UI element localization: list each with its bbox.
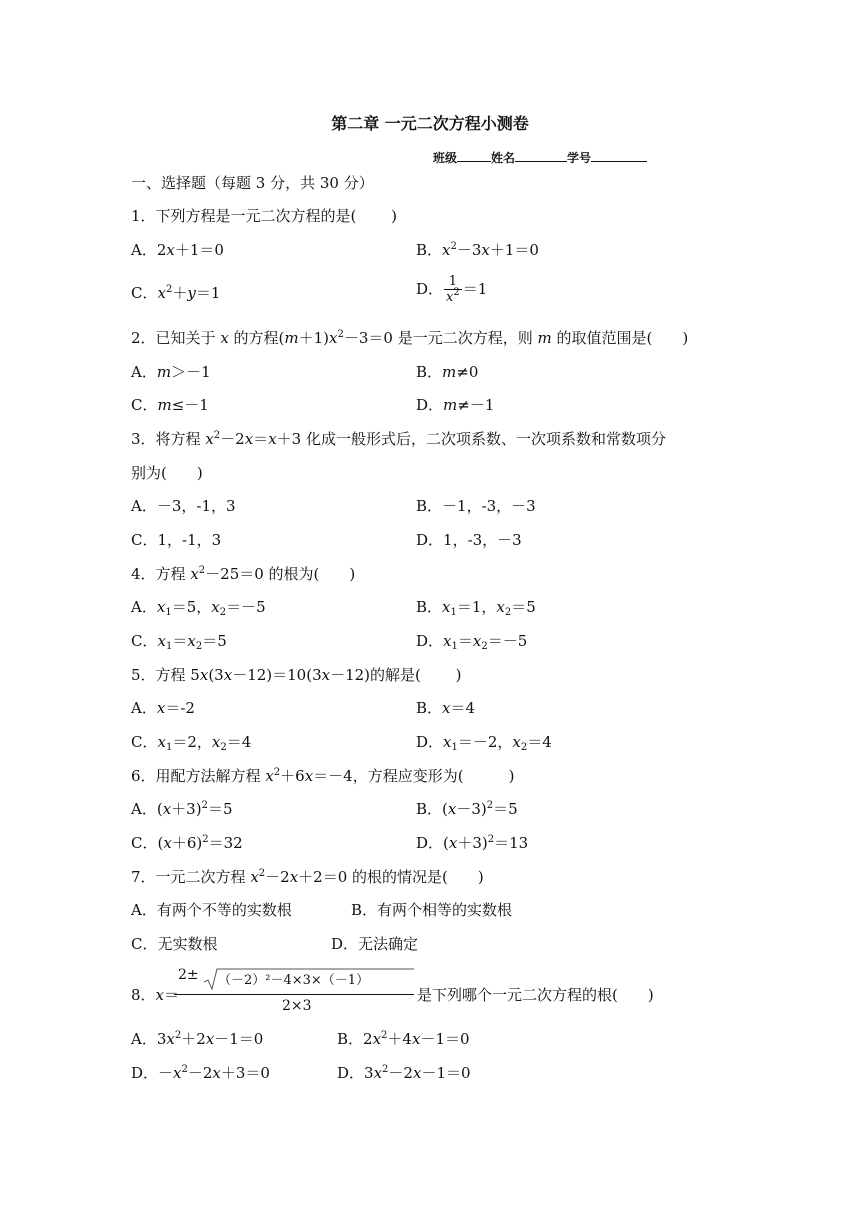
q1-option-b: B．$x^2-3x+1=0$ <box>416 241 539 259</box>
q8-numerator-lead: 2± <box>178 967 199 983</box>
q3-option-d: D．1，-3，－3 <box>416 531 522 549</box>
name-label: 姓名 <box>491 151 516 165</box>
student-info-line <box>433 149 647 166</box>
q2-option-b: B．m≠0 <box>416 363 479 381</box>
q5-option-b: B．x＝4 <box>416 699 476 717</box>
section-heading: 一、选择题（每题 3 分，共 30 分） <box>131 174 374 192</box>
question-8-prefix: 8．x＝ <box>131 986 180 1004</box>
q3-option-b: B．－1，-3，－3 <box>416 497 536 515</box>
q3-option-c: C．1，-1，3 <box>131 531 222 549</box>
question-7-stem: 7．一元二次方程 $x^2-2x+2=0$ 的根的情况是( ) <box>131 868 484 886</box>
q2-option-d: D．m≠－1 <box>416 396 495 414</box>
q5-option-c: C．$x_1=2$，$x_2=4$ <box>131 733 252 753</box>
class-label: 班级 <box>433 151 458 165</box>
question-6-stem: 6．用配方法解方程 $x^2+6x=-4$，方程应变形为( ) <box>131 767 515 785</box>
q6-option-d: D．$(x+3)^2=13$ <box>416 834 529 852</box>
question-4-stem: 4．方程 $x^2-25=0$ 的根为( ) <box>131 565 356 583</box>
q1-option-a: A．2x＋1＝0 <box>131 241 224 259</box>
q7-option-d: D．无法确定 <box>331 935 419 953</box>
q3-option-a: A．－3，-1，3 <box>131 497 236 515</box>
q5-option-d: D．$x_1=-2$，$x_2=4$ <box>416 733 552 753</box>
q4-option-a: A．$x_1=5$，$x_2=-5$ <box>131 598 266 618</box>
q6-option-b: B．$(x-3)^2=5$ <box>416 800 518 818</box>
question-8-suffix: 是下列哪个一元二次方程的根( ) <box>417 986 654 1004</box>
q4-option-c: C．$x_1=x_2=5$ <box>131 632 227 652</box>
q8-option-d: D．$3x^2-2x-1=0$ <box>337 1064 471 1082</box>
q4-option-b: B．$x_1=1$，$x_2=5$ <box>416 598 536 618</box>
question-5-stem: 5．方程 5x(3x－12)＝10(3x－12)的解是( ) <box>131 666 462 684</box>
question-2-stem: 2．已知关于 x 的方程$(m+1)x^2-3=0$ 是一元二次方程，则 m 的取值范围是( ) <box>131 329 689 347</box>
id-label: 学号 <box>567 151 592 165</box>
q8-option-c: D．$-x^2-2x+3=0$ <box>131 1064 270 1082</box>
q5-option-a: A．x＝-2 <box>131 699 195 717</box>
q2-option-a: A．m＞－1 <box>131 363 211 381</box>
q8-option-b: B．$2x^2+4x-1=0$ <box>337 1030 470 1048</box>
q1-option-c: C．$x^2+y=1$ <box>131 284 221 302</box>
q8-option-a: A．$3x^2+2x-1=0$ <box>131 1030 264 1048</box>
q2-option-c: C．m≤－1 <box>131 396 209 414</box>
q6-option-c: C．$(x+6)^2=32$ <box>131 834 243 852</box>
question-3-stem-line1: 3．将方程 $x^2-2x=x+3$ 化成一般形式后，二次项系数、一次项系数和常数项分 <box>131 430 666 448</box>
q4-option-d: D．$x_1=x_2=-5$ <box>416 632 528 652</box>
q7-option-b: B．有两个相等的实数根 <box>351 901 513 919</box>
q1-option-d: D． $\frac{1}{x^2}$ ＝1 <box>416 274 488 305</box>
q7-option-a: A．有两个不等的实数根 <box>131 901 292 919</box>
q8-radicand: （－2）²－4×3×（－1） <box>218 973 370 988</box>
question-1-stem: 1．下列方程是一元二次方程的是( ) <box>131 207 398 225</box>
q7-option-c: C．无实数根 <box>131 935 218 953</box>
page-title: 第二章 一元二次方程小测卷 <box>331 114 529 133</box>
question-3-stem-line2: 别为( ) <box>131 464 203 482</box>
name-blank[interactable] <box>515 150 567 162</box>
id-blank[interactable] <box>591 150 647 162</box>
q6-option-a: A．$(x+3)^2=5$ <box>131 800 233 818</box>
q8-fraction-bar <box>174 994 414 995</box>
class-blank[interactable] <box>457 150 491 162</box>
q8-denominator: 2×3 <box>282 998 312 1014</box>
